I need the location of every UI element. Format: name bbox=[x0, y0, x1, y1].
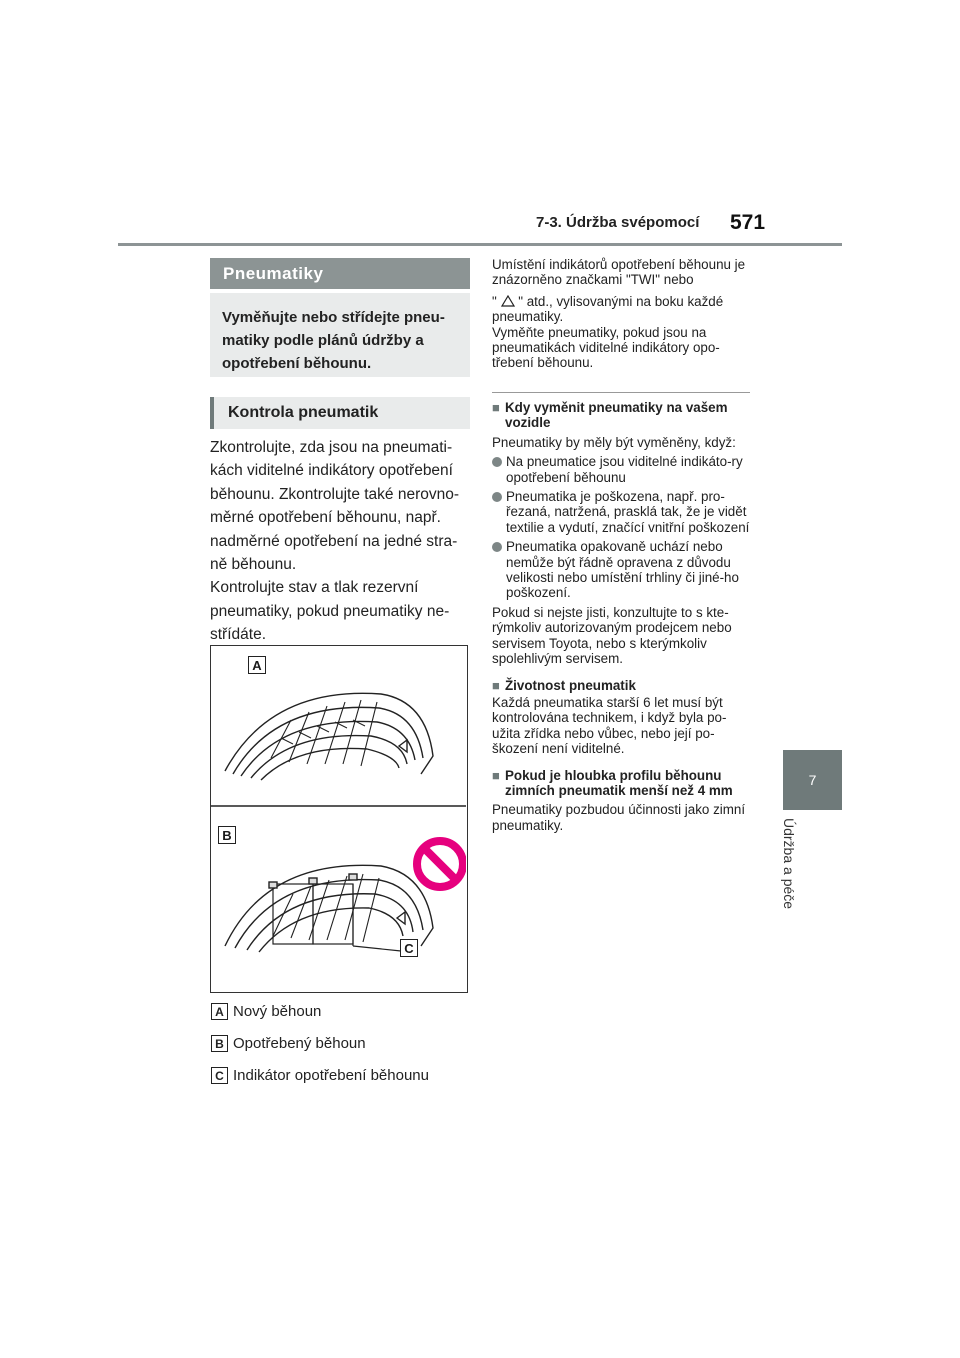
check-paragraph-1: Zkontrolujte, zda jsou na pneumati-kách viditelné indikátory opotřebení běhounu. Zkontrolujte také nerovno-měrné opotřebení běhounu, např. nadměrné opotřebení na jedné stra-ně běhounu. bbox=[210, 439, 460, 574]
legend-item-b bbox=[211, 1035, 366, 1052]
square-bullet-icon: ■ bbox=[492, 677, 500, 693]
check-text bbox=[210, 436, 472, 647]
when-to-replace-section bbox=[492, 400, 754, 833]
life-heading bbox=[492, 678, 754, 693]
winter-text: Pneumatiky pozbudou účinnosti jako zimní pneumatiky. bbox=[492, 802, 746, 833]
section-label: 7-3. Údržba svépomocí bbox=[536, 214, 700, 231]
life-text: Každá pneumatika starší 6 let musí být kontrolována technikem, i když byla po-užita zřídka nebo vůbec, nebo její po-škození není viditelné. bbox=[492, 694, 727, 757]
square-bullet-icon: ■ bbox=[492, 767, 500, 783]
figure-label-c: C bbox=[400, 939, 418, 957]
figure-label-a: A bbox=[248, 656, 266, 674]
bullet-item bbox=[492, 539, 754, 601]
chapter-tab bbox=[783, 750, 842, 810]
legend-key-c: C bbox=[211, 1067, 228, 1084]
page-number: 571 bbox=[730, 211, 766, 234]
round-bullet-icon bbox=[492, 542, 502, 552]
twi-quote-close: " atd., vylisovanými na boku každé pneumatiky. bbox=[492, 293, 724, 325]
intro-box: Vyměňujte nebo střídejte pneu-matiky podle plánů údržby a opotřebení běhounu. bbox=[210, 293, 470, 377]
triangle-mark-icon bbox=[501, 295, 515, 307]
round-bullet-icon bbox=[492, 492, 502, 502]
winter-heading bbox=[492, 768, 754, 799]
figure-label-b: B bbox=[218, 826, 236, 844]
square-bullet-icon: ■ bbox=[492, 400, 500, 415]
life-heading-text: Životnost pneumatik bbox=[505, 677, 636, 693]
heading-check-tires: Kontrola pneumatik bbox=[210, 397, 470, 429]
bullet-text: Pneumatika opakovaně uchází nebo nemůže být řádně opravena z důvodu velikosti nebo umístění trhliny či jiné-ho poškození. bbox=[506, 539, 739, 601]
when-heading bbox=[492, 400, 754, 431]
twi-text-1: Umístění indikátorů opotřebení běhounu je znázorněno značkami "TWI" nebo bbox=[492, 257, 746, 288]
new-tire-drawing bbox=[225, 693, 433, 780]
right-column-divider bbox=[492, 392, 750, 393]
check-paragraph-2: Kontrolujte stav a tlak rezervní pneumatiky, pokud pneumatiky ne-střídáte. bbox=[210, 579, 450, 644]
chapter-title: Údržba a péče bbox=[781, 818, 797, 910]
worn-tire-drawing bbox=[225, 865, 433, 952]
bullet-text: Pneumatika je poškozena, např. pro-řezaná, natržená, prasklá tak, že je vidět textilie a vydutí, značící vnitřní poškození bbox=[506, 489, 750, 535]
bullet-text: Na pneumatice jsou viditelné indikáto-ry opotřebení běhounu bbox=[506, 454, 743, 485]
legend-key-b: B bbox=[211, 1035, 228, 1052]
bullet-item bbox=[492, 489, 754, 535]
legend-text-a: Nový běhoun bbox=[233, 1003, 322, 1020]
chapter-title-vertical bbox=[752, 818, 842, 918]
twi-info bbox=[492, 257, 754, 371]
twi-text-3: Vyměňte pneumatiky, pokud jsou na pneumatikách viditelné indikátory opo-třebení běhounu. bbox=[492, 324, 720, 371]
winter-heading-text: Pokud je hloubka profilu běhounu zimních pneumatik menší než 4 mm bbox=[505, 767, 733, 798]
when-intro: Pneumatiky by měly být vyměněny, když: bbox=[492, 434, 736, 450]
when-heading-text: Kdy vyměnit pneumatiky na vašem vozidle bbox=[505, 400, 728, 431]
legend-key-a: A bbox=[211, 1003, 228, 1020]
when-note: Pokud si nejste jisti, konzultujte to s kte-rýmkoliv autorizovaným prodejcem nebo servisem Toyota, nebo s kterýmkoliv spolehlivým servisem. bbox=[492, 604, 732, 667]
legend-item-c bbox=[211, 1067, 429, 1084]
heading-tires: Pneumatiky bbox=[210, 258, 470, 289]
round-bullet-icon bbox=[492, 457, 502, 467]
tire-tread-figure bbox=[210, 645, 468, 993]
legend-item-a bbox=[211, 1003, 321, 1020]
chapter-number: 7 bbox=[808, 772, 817, 788]
twi-text-2 bbox=[492, 294, 754, 325]
header-rule bbox=[118, 243, 842, 246]
twi-quote-open: " bbox=[492, 293, 497, 309]
legend-text-c: Indikátor opotřebení běhounu bbox=[233, 1067, 429, 1084]
bullet-item bbox=[492, 454, 754, 485]
tire-illustration bbox=[211, 646, 466, 991]
prohibition-sign-icon bbox=[417, 841, 463, 887]
legend-text-b: Opotřebený běhoun bbox=[233, 1035, 366, 1052]
